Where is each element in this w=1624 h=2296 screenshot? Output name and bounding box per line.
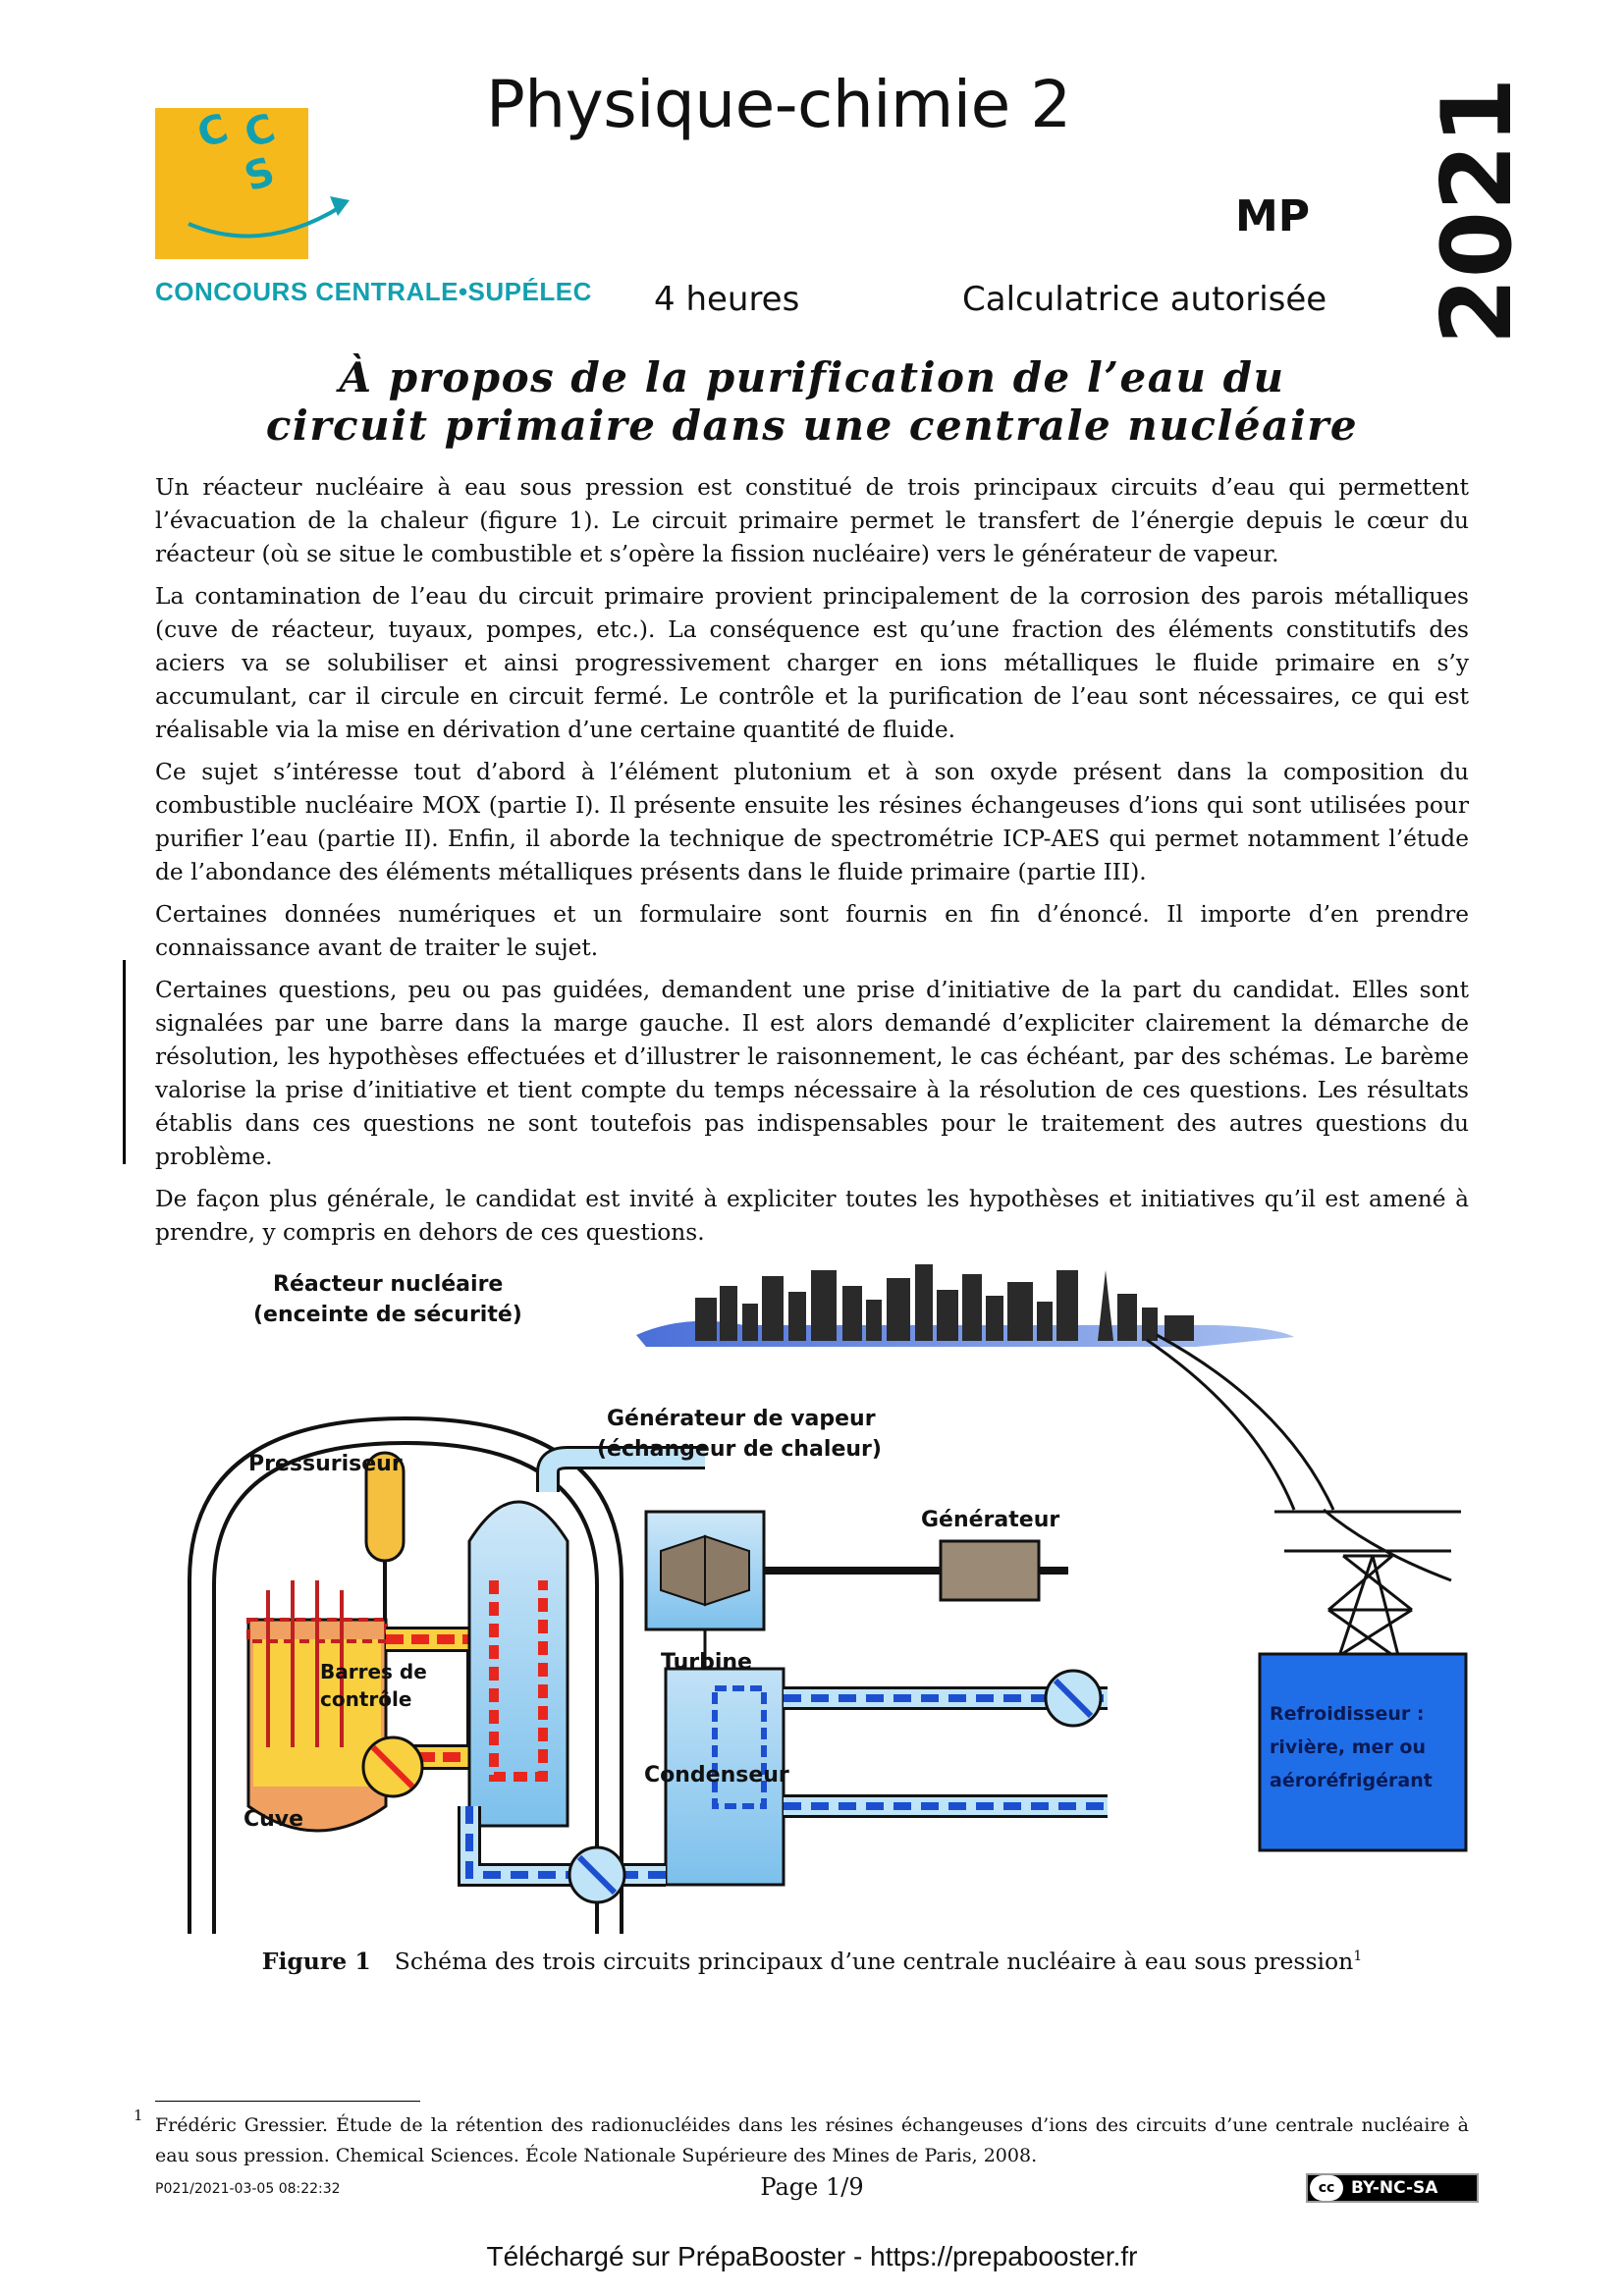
label-steam-generator: Générateur de vapeur bbox=[607, 1407, 876, 1431]
logo-caption: CONCOURS CENTRALE•SUPÉLEC bbox=[155, 277, 592, 306]
duration-label: 4 heures bbox=[654, 280, 800, 319]
document-code: P021/2021-03-05 08:22:32 bbox=[155, 2181, 341, 2197]
label-reactor-sub: (enceinte de sécurité) bbox=[253, 1303, 522, 1327]
paragraph: Certaines questions, peu ou pas guidées, demandent une prise d’initiative de la part du candidat. Elles sont signalées par une barre dans la marge gauche. Il est alors demandé d’expliciter clairement la démarche de résolution, les hypothèses effectuées et d’illustrer le raisonnement, le cas échéant, par des schémas. Le barème valorise la prise d’initiative et tient compte du temps nécessaire à la résolution de ces questions. Les résultats établis dans ces questions ne sont toutefois pas indispensables pour le traitement des autres questions du problème. bbox=[155, 977, 1469, 1170]
initiative-margin-bar bbox=[123, 960, 126, 1164]
logo-letter: C bbox=[191, 105, 234, 158]
year-label: 2021 bbox=[1422, 77, 1534, 346]
paragraph: La contamination de l’eau du circuit primaire provient principalement de la corrosion des parois métalliques (cuve de réacteur, tuyaux, pompes, etc.). La conséquence est qu’une fraction des éléments constitutifs des aciers va se solubiliser et ainsi progressivement charger en ions métalliques le fluide primaire en s’y accumulant, car il circule en circuit fermé. Le contrôle et la purification de l’eau sont nécessaires, ce qui est réalisable via la mise en dérivation d’une certaine quantité de fluide. bbox=[155, 583, 1469, 743]
logo bbox=[155, 105, 308, 259]
label-control-rods-sub: contrôle bbox=[320, 1687, 412, 1711]
label-cooler: Refroidisseur : bbox=[1270, 1703, 1425, 1725]
logo-letter: C bbox=[239, 105, 281, 158]
label-turbine: Turbine bbox=[661, 1650, 752, 1675]
label-cooler-sub-2: aéroréfrigérant bbox=[1270, 1770, 1433, 1791]
label-condenser: Condenseur bbox=[644, 1763, 789, 1788]
figure-caption-label: Figure 1 bbox=[261, 1948, 371, 1975]
label-cooler-sub-1: rivière, mer ou bbox=[1270, 1736, 1427, 1758]
paragraph: Un réacteur nucléaire à eau sous pression est constitué de trois principaux circuits d’eau qui permettent l’évacuation de la chaleur (figure 1). Le circuit primaire permet le transfert de l’énergie depuis le cœur du réacteur (où se situe le combustible et s’opère la fission nucléaire) vers le générateur de vapeur. bbox=[155, 474, 1469, 567]
label-control-rods: Barres de bbox=[320, 1660, 427, 1683]
label-pressurizer: Pressuriseur bbox=[248, 1452, 403, 1476]
label-reactor: Réacteur nucléaire bbox=[273, 1272, 504, 1297]
figure-caption-note: 1 bbox=[1353, 1949, 1363, 1965]
footnote-rule bbox=[155, 2101, 420, 2102]
license-text: BY-NC-SA bbox=[1351, 2178, 1438, 2198]
intro-text bbox=[155, 471, 1469, 1258]
logo-arrow-icon bbox=[155, 105, 391, 259]
label-generator: Générateur bbox=[921, 1508, 1060, 1532]
figure-caption-text: Schéma des trois circuits principaux d’une centrale nucléaire à eau sous pression bbox=[394, 1948, 1354, 1975]
document-title-line-1: À propos de la purification de l’eau du bbox=[339, 353, 1285, 401]
page-number: Page 1/9 bbox=[760, 2173, 864, 2201]
footnote-mark: 1 bbox=[134, 2107, 143, 2124]
cc-icon: cc bbox=[1310, 2175, 1343, 2201]
nuclear-plant-diagram bbox=[155, 1256, 1469, 1936]
track-label: MP bbox=[1235, 191, 1311, 241]
download-note: Téléchargé sur PrépaBooster - https://prepabooster.fr bbox=[486, 2241, 1138, 2271]
paragraph: Ce sujet s’intéresse tout d’abord à l’élément plutonium et à son oxyde présent dans la composition du combustible nucléaire MOX (partie I). Il présente ensuite les résines échangeuses d’ions qui sont utilisées pour purifier l’eau (partie II). Enfin, il aborde la technique de spectrométrie ICP-AES qui permet notamment l’étude de l’abondance des éléments métalliques présents dans le fluide primaire (partie III). bbox=[155, 759, 1469, 885]
paragraph: Certaines données numériques et un formulaire sont fournis en fin d’énoncé. Il importe d’en prendre connaissance avant de traiter le sujet. bbox=[155, 901, 1469, 961]
paragraph: De façon plus générale, le candidat est invité à expliciter toutes les hypothèses et initiatives qu’il est amené à prendre, y compris en dehors de ces questions. bbox=[155, 1186, 1469, 1246]
document-title-line-2: circuit primaire dans une centrale nucléaire bbox=[265, 401, 1359, 450]
footnote-text: Frédéric Gressier. Étude de la rétention des radionucléides dans les résines échangeuses d’ions des circuits d’une centrale nucléaire à eau sous pression. Chemical Sciences. École Nationale Supérieure des Mines de Paris, 2008. bbox=[155, 2114, 1469, 2166]
figure-1 bbox=[155, 1256, 1469, 1936]
calculator-label: Calculatrice autorisée bbox=[962, 280, 1327, 319]
subject-title: Physique-chimie 2 bbox=[486, 67, 1071, 142]
license-badge bbox=[1306, 2173, 1479, 2203]
logo-letter: S bbox=[239, 148, 281, 201]
label-steam-generator-sub: (échangeur de chaleur) bbox=[597, 1437, 882, 1462]
label-vessel: Cuve bbox=[244, 1807, 304, 1832]
figure-caption bbox=[0, 1948, 1624, 1975]
